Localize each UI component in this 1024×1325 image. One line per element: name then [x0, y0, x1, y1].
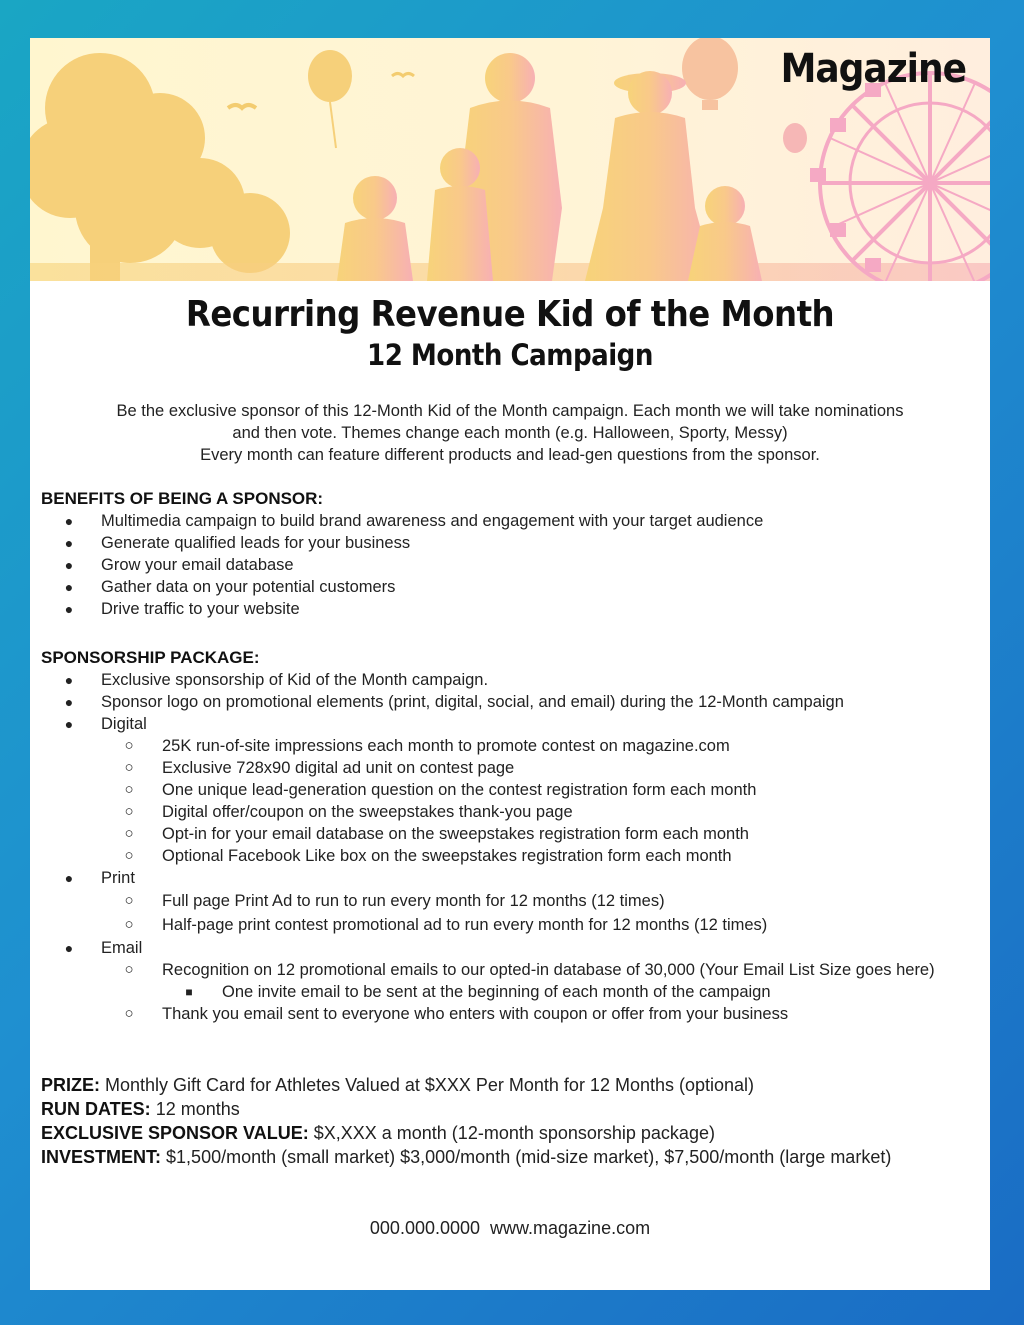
- benefits-heading: BENEFITS OF BEING A SPONSOR:: [41, 489, 324, 508]
- contact-info: [30, 1218, 990, 1239]
- sub-list-item: ○ Optional Facebook Like box on the sweepstakes registration form each month: [124, 847, 732, 865]
- sub-list-item: ○ 25K run-of-site impressions each month to promote contest on magazine.com: [124, 737, 730, 755]
- investment-line: INVESTMENT: $1,500/month (small market) $3,000/month (mid-size market), $7,500/month (large market): [41, 1147, 892, 1167]
- page-subtitle: 12 Month Campaign: [367, 338, 653, 372]
- sub-list-item: ○ Opt-in for your email database on the sweepstakes registration form each month: [124, 825, 749, 843]
- package-heading: SPONSORSHIP PACKAGE:: [41, 648, 260, 667]
- page-title: Recurring Revenue Kid of the Month: [185, 294, 835, 335]
- header-banner: [30, 38, 990, 281]
- list-item: ● Sponsor logo on promotional elements (print, digital, social, and email) during the 12-Month campaign: [64, 693, 844, 711]
- list-item: ● Drive traffic to your website: [64, 600, 300, 618]
- campaign-details: [41, 1073, 976, 1169]
- list-item: ● Gather data on your potential customers: [64, 578, 396, 596]
- package-section: [41, 647, 981, 1025]
- flyer-page: [30, 38, 990, 1290]
- sub-list-item: ○ Half-page print contest promotional ad to run every month for 12 months (12 times): [124, 916, 768, 934]
- intro-line: Every month can feature different products and lead-gen questions from the sponsor.: [200, 446, 820, 464]
- intro-line: and then vote. Themes change each month (e.g. Halloween, Sporty, Messy): [232, 424, 788, 442]
- list-item-print: ● Print: [64, 869, 135, 887]
- list-item: ● Generate qualified leads for your business: [64, 534, 411, 552]
- intro-paragraph: [42, 400, 978, 466]
- list-item-email: ● Email: [64, 939, 143, 957]
- sub-list-item: ○ One unique lead-generation question on the contest registration form each month: [124, 781, 757, 799]
- run-dates-line: RUN DATES: 12 months: [41, 1099, 240, 1119]
- sub-list-item: ○ Exclusive 728x90 digital ad unit on contest page: [124, 759, 515, 777]
- sub-list-item: ○ Thank you email sent to everyone who enters with coupon or offer from your business: [124, 1005, 789, 1023]
- sub-sub-list-item: ■ One invite email to be sent at the beginning of each month of the campaign: [185, 983, 771, 1001]
- sub-list-item: ○ Digital offer/coupon on the sweepstakes thank-you page: [124, 803, 573, 821]
- sub-list-item: ○ Recognition on 12 promotional emails to our opted-in database of 30,000 (Your Email List Size goes here): [124, 961, 935, 979]
- prize-line: PRIZE: Monthly Gift Card for Athletes Valued at $XXX Per Month for 12 Months (optional): [41, 1075, 755, 1095]
- benefits-section: [41, 488, 981, 620]
- sponsor-value-line: EXCLUSIVE SPONSOR VALUE: $X,XXX a month (12-month sponsorship package): [41, 1123, 715, 1143]
- magazine-logo: Magazine: [780, 46, 966, 92]
- list-item: ● Exclusive sponsorship of Kid of the Month campaign.: [64, 671, 489, 689]
- list-item: ● Multimedia campaign to build brand awareness and engagement with your target audience: [64, 512, 764, 530]
- intro-line: Be the exclusive sponsor of this 12-Month Kid of the Month campaign. Each month we will take nominations: [116, 402, 904, 420]
- list-item-digital: ● Digital: [64, 715, 147, 733]
- website-link[interactable]: www.magazine.com: [490, 1218, 651, 1238]
- list-item: ● Grow your email database: [64, 556, 294, 574]
- sub-list-item: ○ Full page Print Ad to run to run every month for 12 months (12 times): [124, 892, 665, 910]
- phone-number: 000.000.0000: [369, 1218, 481, 1238]
